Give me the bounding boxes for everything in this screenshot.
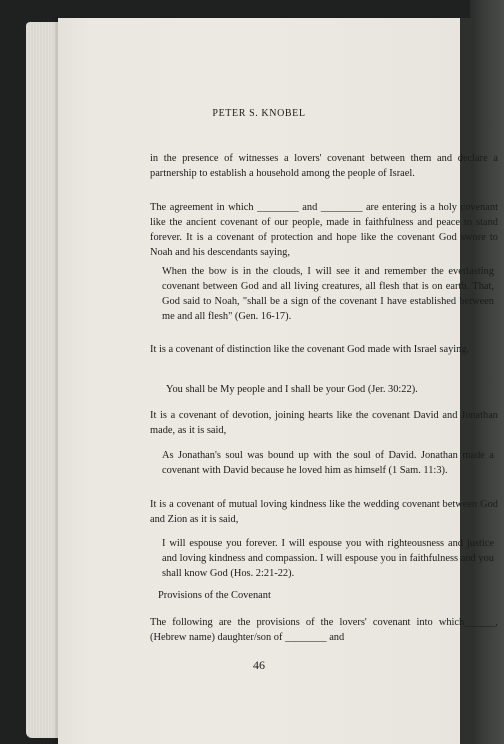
running-head: PETER S. KNOBEL xyxy=(212,108,306,119)
paragraph-1: in the presence of witnesses a lovers' covenant between them and declare a partnership to establish a household among the people of Israel. xyxy=(150,153,498,179)
paragraph-3: It is a covenant of distinction like the covenant God made with Israel saying, xyxy=(150,344,470,355)
paragraph-6: The following are the provisions of the lovers' covenant into which______, (Hebrew name) daughter/son of ________ and xyxy=(150,617,498,643)
paragraph-2: The agreement in which ________ and ________ are entering is a holy covenant like the ancient covenant of our people, made in faithfulness and peace to stand forever. It is a covenant of protection and hope like the covenant God swore to Noah and his descendants saying, xyxy=(150,202,498,258)
quote-genesis: When the bow is in the clouds, I will see it and remember the everlasting covenant between God and all living creatures, all flesh that is on earth. That, God said to Noah, "shall be a sign of the covenant I have established between me and all flesh" (Gen. 16-17). xyxy=(162,266,494,322)
quote-hosea: I will espouse you forever. I will espouse you with righteousness and justice and loving kindness and compassion. I will espouse you in faithfulness and you shall know God (Hos. 2:21-22). xyxy=(162,538,494,579)
page-number: 46 xyxy=(253,658,265,672)
quote-samuel: As Jonathan's soul was bound up with the soul of David. Jonathan made a covenant with David because he loved him as himself (1 Sam. 11:3). xyxy=(162,450,494,476)
paragraph-5: It is a covenant of mutual loving kindness like the wedding covenant between God and Zion as it is said, xyxy=(150,499,498,525)
quote-jeremiah: You shall be My people and I shall be your God (Jer. 30:22). xyxy=(166,384,418,395)
page-text xyxy=(58,18,498,744)
book-page xyxy=(58,18,498,744)
section-heading: Provisions of the Covenant xyxy=(158,590,271,601)
paragraph-4: It is a covenant of devotion, joining hearts like the covenant David and Jonathan made, as it is said, xyxy=(150,410,498,436)
